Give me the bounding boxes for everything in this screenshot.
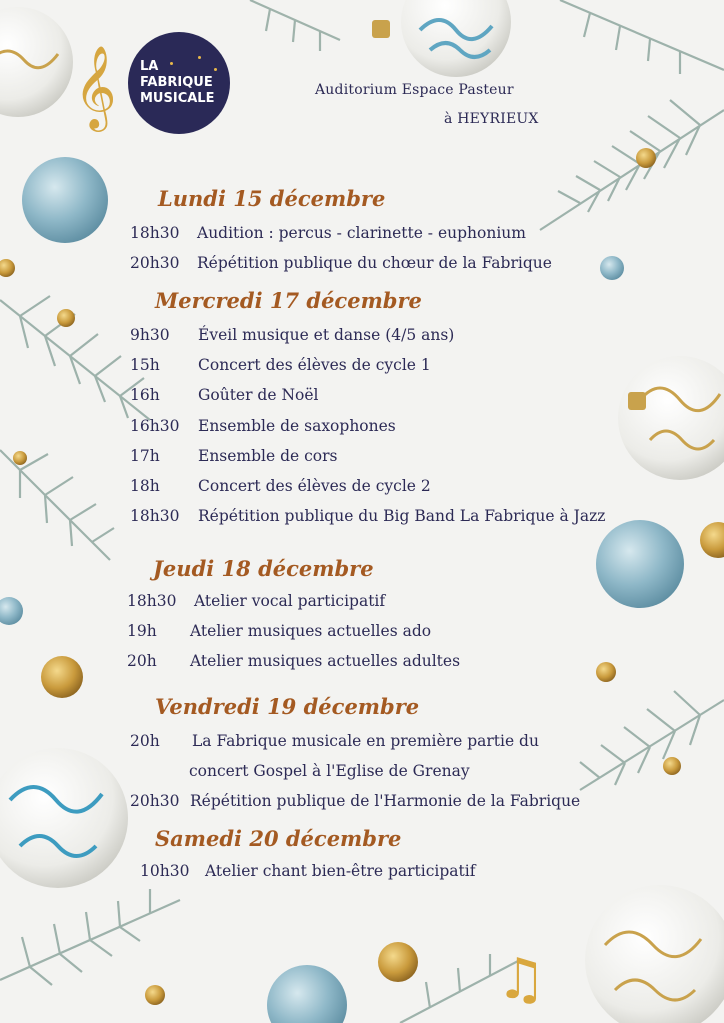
white-bauble: [0, 7, 73, 117]
event-row: 18h Concert des élèves de cycle 2: [130, 477, 431, 495]
gold-bauble: [41, 656, 83, 698]
event-row: 19h Atelier musiques actuelles ado: [127, 622, 432, 640]
day-heading-lundi: Lundi 15 décembre: [158, 186, 386, 211]
event-row: 17h Ensemble de cors: [130, 447, 338, 465]
blue-bauble: [22, 157, 108, 243]
music-notes-icon: ♫: [496, 947, 547, 1012]
event-row: 20h30 Répétition publique de l'Harmonie de la Fabrique: [130, 792, 581, 810]
blue-bauble: [0, 597, 23, 625]
event-row: 10h30 Atelier chant bien-être participatif: [140, 862, 476, 880]
gold-bauble: [636, 148, 656, 168]
gold-bauble: [0, 259, 15, 277]
day-heading-mercredi: Mercredi 17 décembre: [155, 288, 422, 313]
blue-bauble: [267, 965, 347, 1023]
day-heading-vendredi: Vendredi 19 décembre: [155, 694, 420, 719]
event-row: 18h30 Audition : percus - clarinette - euphonium: [130, 224, 526, 242]
la-fabrique-musicale-logo: LA FABRIQUE MUSICALE: [128, 32, 230, 134]
gold-bauble: [700, 522, 724, 558]
event-row: 20h Atelier musiques actuelles adultes: [127, 652, 461, 670]
gold-bauble: [13, 451, 27, 465]
gold-bauble: [663, 757, 681, 775]
event-row-continuation: concert Gospel à l'Eglise de Grenay: [189, 762, 470, 780]
white-bauble: [585, 885, 724, 1023]
white-bauble: [0, 748, 128, 888]
event-row: 18h30 Atelier vocal participatif: [127, 592, 386, 610]
event-row: 18h30 Répétition publique du Big Band La Fabrique à Jazz: [130, 507, 606, 525]
white-bauble: [618, 356, 724, 480]
event-row: 20h30 Répétition publique du chœur de la Fabrique: [130, 254, 552, 272]
event-row: 16h30 Ensemble de saxophones: [130, 417, 396, 435]
venue-city: à HEYRIEUX: [444, 111, 539, 127]
blue-bauble: [596, 520, 684, 608]
gold-bauble: [145, 985, 165, 1005]
venue-name: Auditorium Espace Pasteur: [315, 82, 514, 98]
event-row: 20h La Fabrique musicale en première partie du: [130, 732, 539, 750]
event-row: 15h Concert des élèves de cycle 1: [130, 356, 431, 374]
gold-bauble: [57, 309, 75, 327]
white-bauble: [401, 0, 511, 77]
treble-clef-icon: 𝄞: [74, 44, 117, 128]
event-row: 9h30 Éveil musique et danse (4/5 ans): [130, 326, 455, 344]
day-heading-samedi: Samedi 20 décembre: [155, 826, 402, 851]
day-heading-jeudi: Jeudi 18 décembre: [153, 556, 374, 581]
event-row: 16h Goûter de Noël: [130, 386, 319, 404]
gold-bauble: [596, 662, 616, 682]
gold-bauble: [378, 942, 418, 982]
blue-bauble: [600, 256, 624, 280]
